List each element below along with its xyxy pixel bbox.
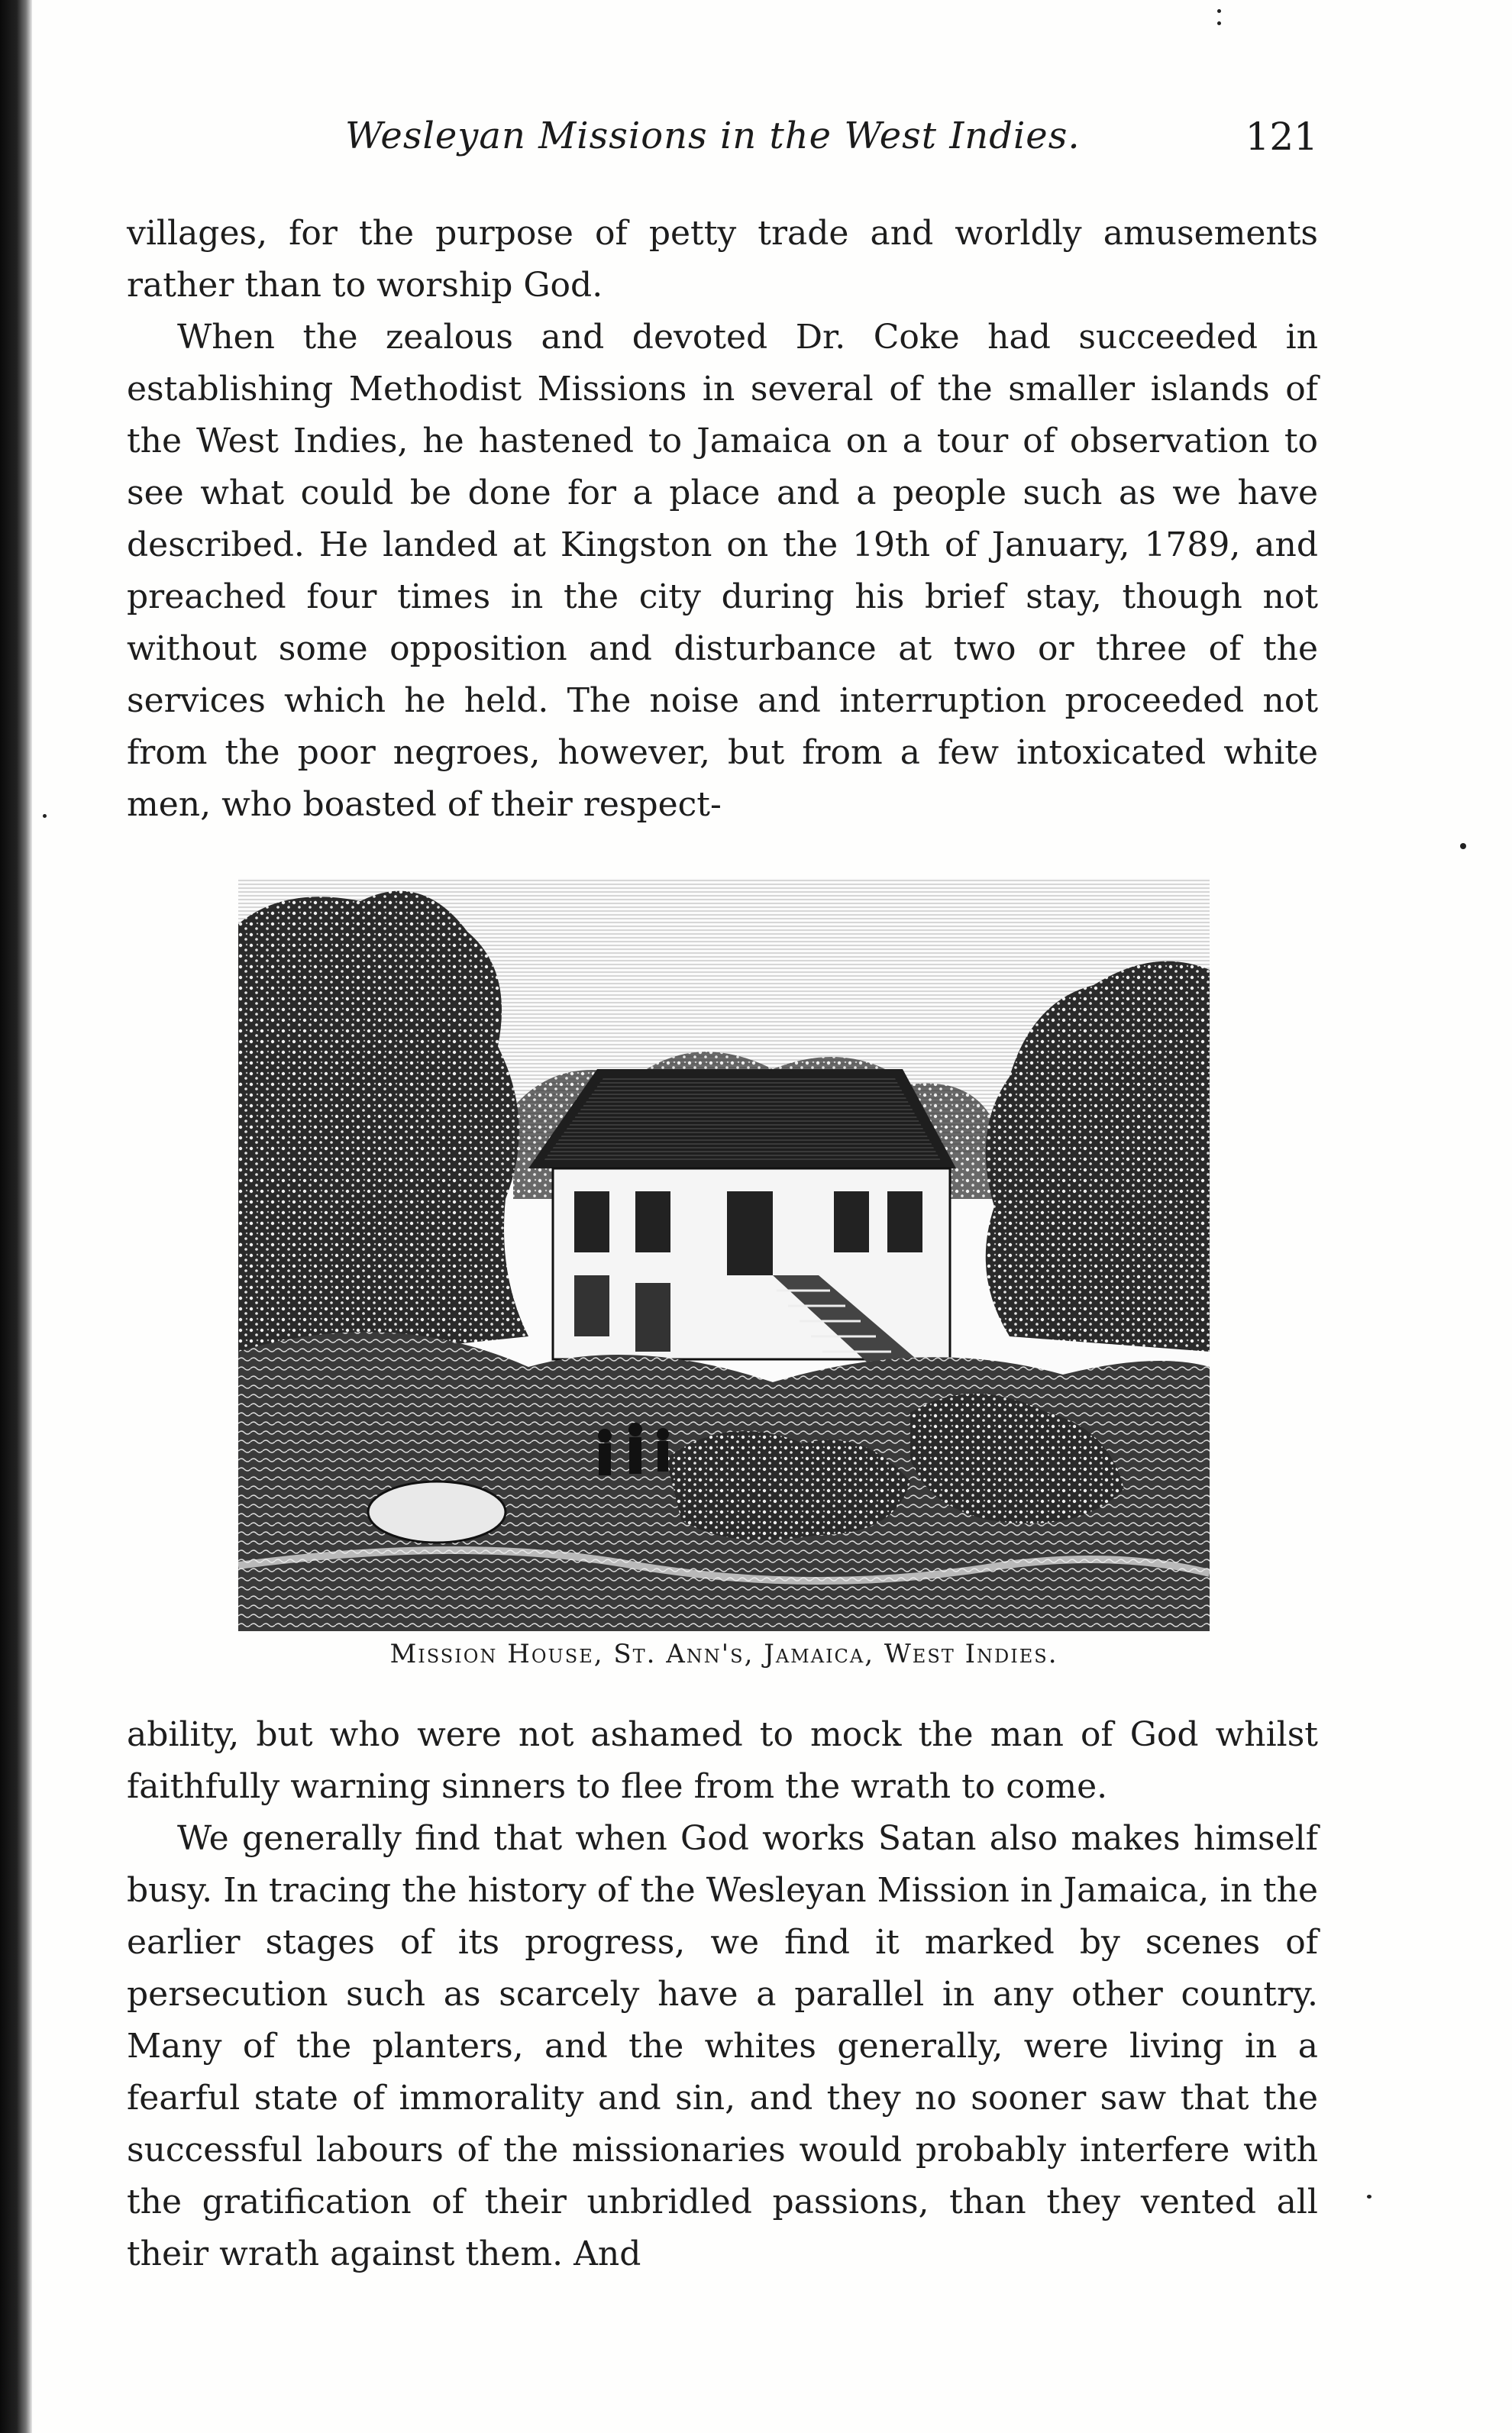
paragraph-ability: ability, but who were not ashamed to mock the man of God whilst faithfully warning sinners to flee from the wrath to come. [127, 1715, 1318, 1806]
paragraph-continuation: villages, for the purpose of petty trade and worldly amusements rather than to worship God. [127, 214, 1318, 305]
running-header [124, 115, 1318, 168]
paper-speck [1217, 9, 1221, 13]
mission-house-drawing [528, 1069, 956, 1367]
running-title: Wesleyan Missions in the West Indies. [345, 115, 1081, 157]
paper-speck [43, 814, 47, 818]
paper-speck [1367, 2195, 1371, 2199]
figure-caption: Mission House, St. Ann's, Jamaica, West Indies. [389, 1639, 1058, 1669]
binding-shadow [0, 0, 32, 2433]
engraving-mission-house [238, 878, 1210, 1631]
paper-speck [1217, 21, 1221, 25]
paragraph-dr-coke: When the zealous and devoted Dr. Coke had succeeded in establishing Methodist Missions in several of the smaller islands of the West Indies, he hastened to Jamaica on a tour of observation to see what could be done for a place and a people such as we have described. He landed at Kingston on the 19th of January, 1789, and preached four times in the city during his brief stay, though not without some opposition and disturbance at two or three of the services which he held. The noise and interruption proceeded not from the poor negroes, however, but from a few intoxicated white men, who boasted of their respect- [127, 318, 1318, 824]
paper-speck [1460, 843, 1466, 849]
paragraph-persecution: We generally find that when God works Satan also makes himself busy. In tracing the history of the Wesleyan Mission in Jamaica, in the earlier stages of its progress, we find it marked by scenes of persecution such as scarcely have a parallel in any other country. Many of the planters, and the whites generally, were living in a fearful state of immorality and sin, and they no sooner saw that the successful labours of the missionaries would probably interfere with the gratification of their unbridled passions, than they vented all their wrath against them. And [127, 1819, 1318, 2273]
page-number: 121 [1245, 115, 1318, 159]
